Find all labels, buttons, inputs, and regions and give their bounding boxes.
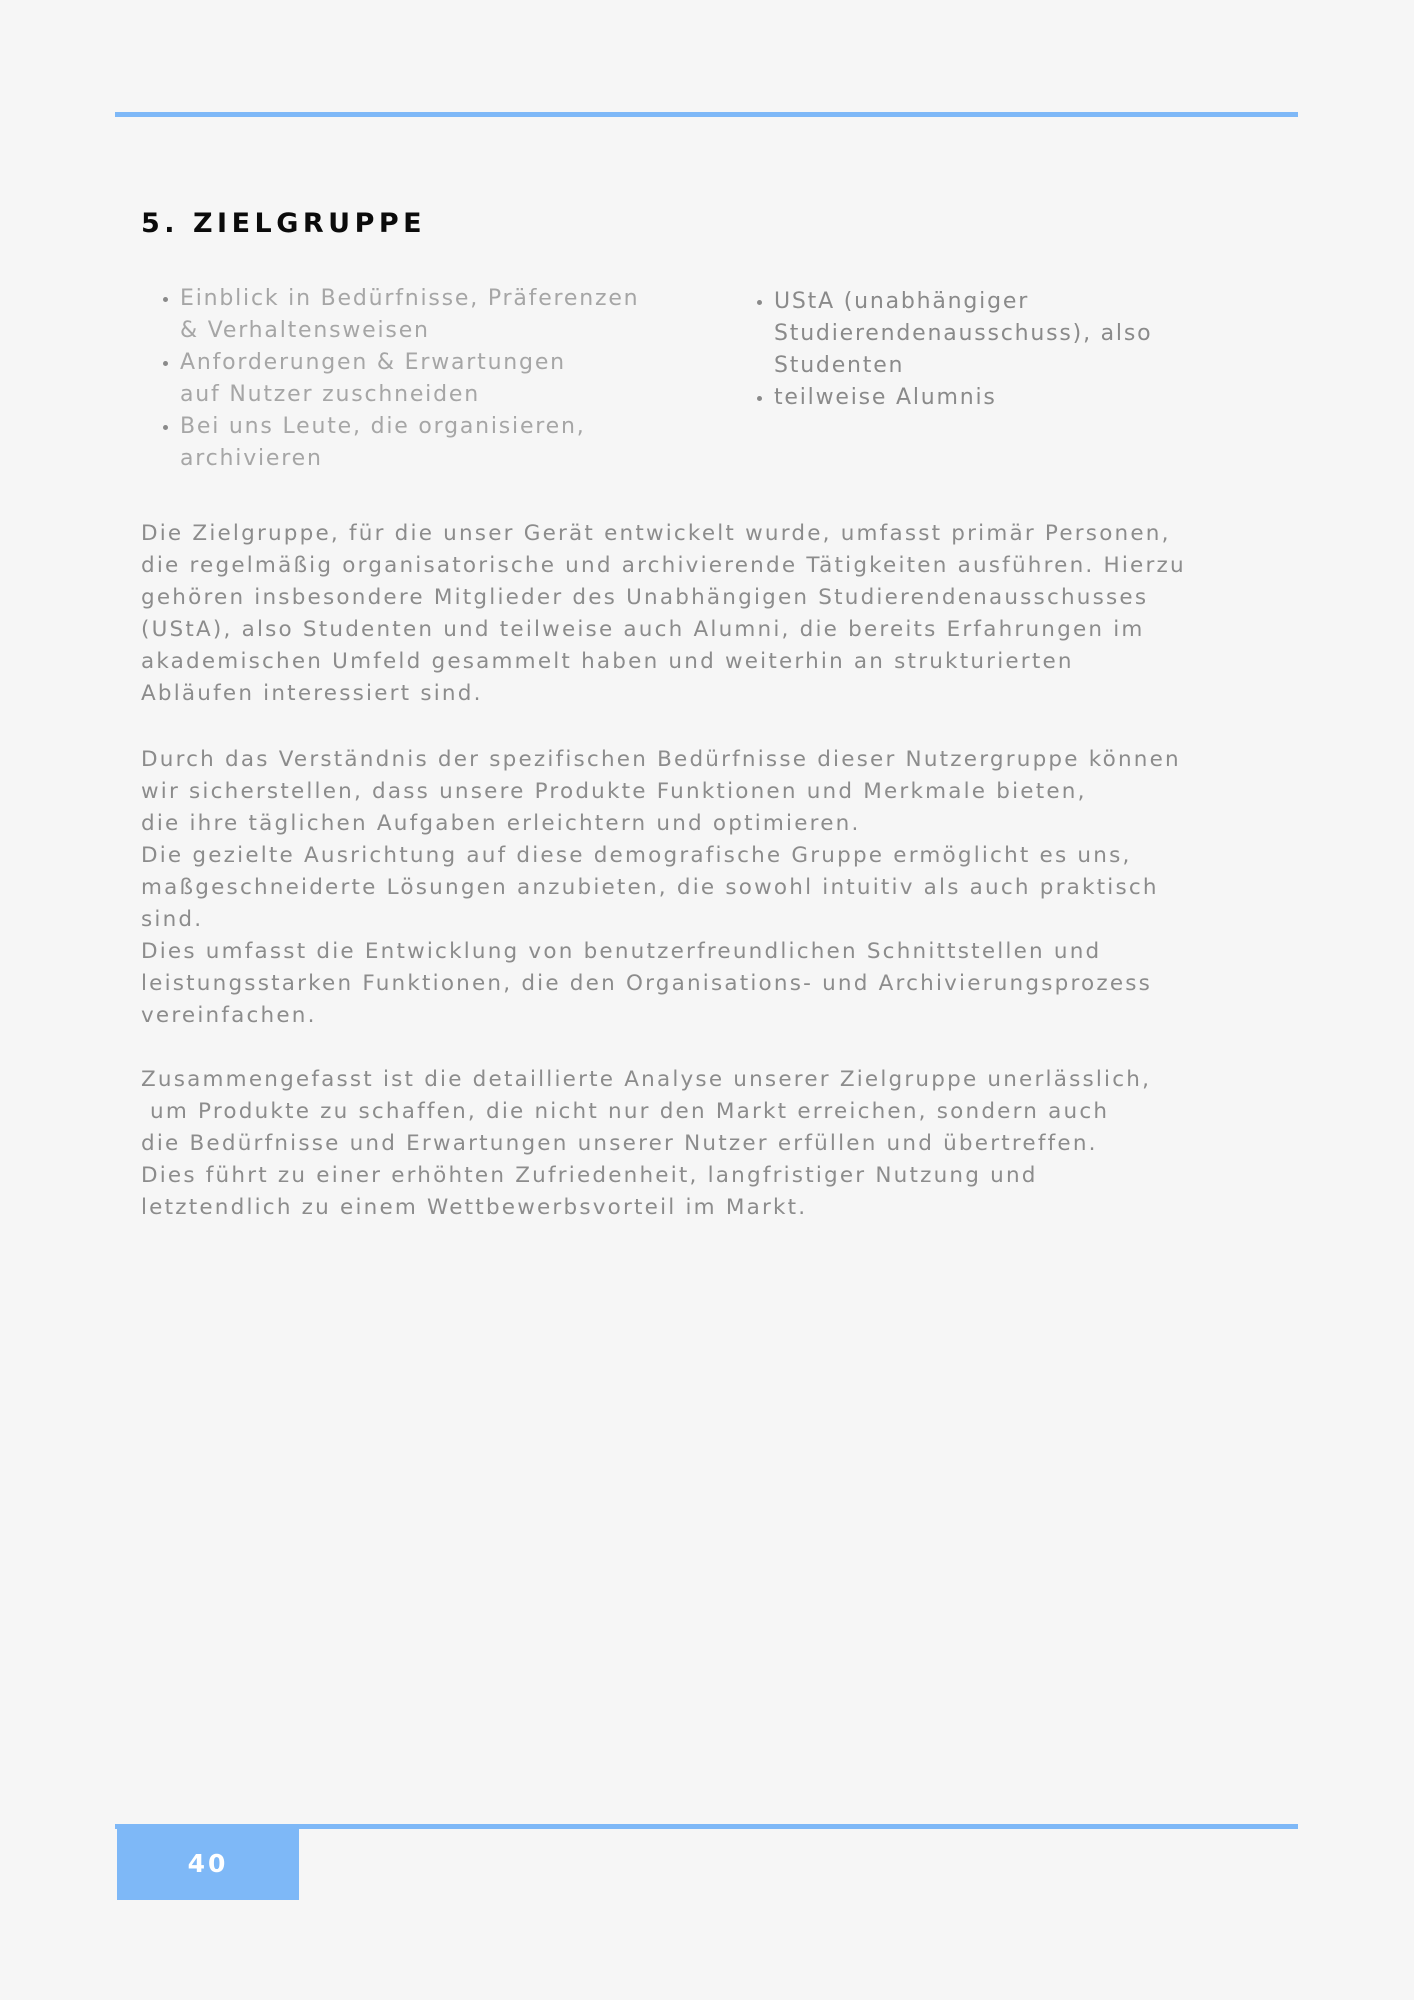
text-line: leistungsstarken Funktionen, die den Organisations- und Archivierungsprozess: [141, 971, 1153, 996]
list-item: • Anforderungen & Erwartungen auf Nutzer zuschneiden: [180, 347, 740, 411]
text-line: Zusammengefasst ist die detaillierte Analyse unserer Zielgruppe unerlässlich,: [141, 1067, 1152, 1092]
text-line: um Produkte zu schaffen, die nicht nur den Markt erreichen, sondern auch: [141, 1099, 1110, 1124]
text-line: (UStA), also Studenten und teilweise auch Alumni, die bereits Erfahrungen im: [141, 617, 1145, 642]
text-line: sind.: [141, 907, 204, 932]
page-number: [117, 1826, 299, 1900]
bullet-list-right: [736, 286, 1294, 414]
text-line: Die Zielgruppe, für die unser Gerät entwickelt wurde, umfasst primär Personen,: [141, 521, 1171, 546]
text-line: die ihre täglichen Aufgaben erleichtern und optimieren.: [141, 811, 861, 836]
text-line: Dies führt zu einer erhöhten Zufriedenheit, langfristiger Nutzung und: [141, 1163, 1038, 1188]
paragraph-needs: [141, 744, 1311, 1032]
text-line: akademischen Umfeld gesammelt haben und weiterhin an strukturierten: [141, 649, 1074, 674]
top-divider: [115, 112, 1298, 117]
text-line: maßgeschneiderte Lösungen anzubieten, die sowohl intuitiv als auch praktisch: [141, 875, 1159, 900]
text-line: wir sicherstellen, dass unsere Produkte Funktionen und Merkmale bieten,: [141, 779, 1087, 804]
bullet-list-left: [142, 283, 740, 475]
page-number-label: 40: [187, 1848, 229, 1878]
text-line: Dies umfasst die Entwicklung von benutzerfreundlichen Schnittstellen und: [141, 939, 1102, 964]
text-line: gehören insbesondere Mitglieder des Unabhängigen Studierendenausschusses: [141, 585, 1149, 610]
list-item: • UStA (unabhängiger Studierendenausschuss), also Studenten: [774, 286, 1294, 382]
section-heading: 5. ZIELGRUPPE: [141, 208, 427, 239]
text-line: Abläufen interessiert sind.: [141, 681, 483, 706]
list-item: • Einblick in Bedürfnisse, Präferenzen & Verhaltensweisen: [180, 283, 740, 347]
paragraph-intro: [141, 518, 1311, 710]
list-item: • teilweise Alumnis: [774, 382, 1294, 414]
paragraph-summary: [141, 1064, 1311, 1224]
list-item: • Bei uns Leute, die organisieren, archivieren: [180, 411, 740, 475]
text-line: Die gezielte Ausrichtung auf diese demografische Gruppe ermöglicht es uns,: [141, 843, 1132, 868]
text-line: vereinfachen.: [141, 1003, 317, 1028]
text-line: die regelmäßig organisatorische und archivierende Tätigkeiten ausführen. Hierzu: [141, 553, 1186, 578]
text-line: letztendlich zu einem Wettbewerbsvorteil im Markt.: [141, 1195, 808, 1220]
text-line: die Bedürfnisse und Erwartungen unserer Nutzer erfüllen und übertreffen.: [141, 1131, 1098, 1156]
text-line: Durch das Verständnis der spezifischen Bedürfnisse dieser Nutzergruppe können: [141, 747, 1181, 772]
